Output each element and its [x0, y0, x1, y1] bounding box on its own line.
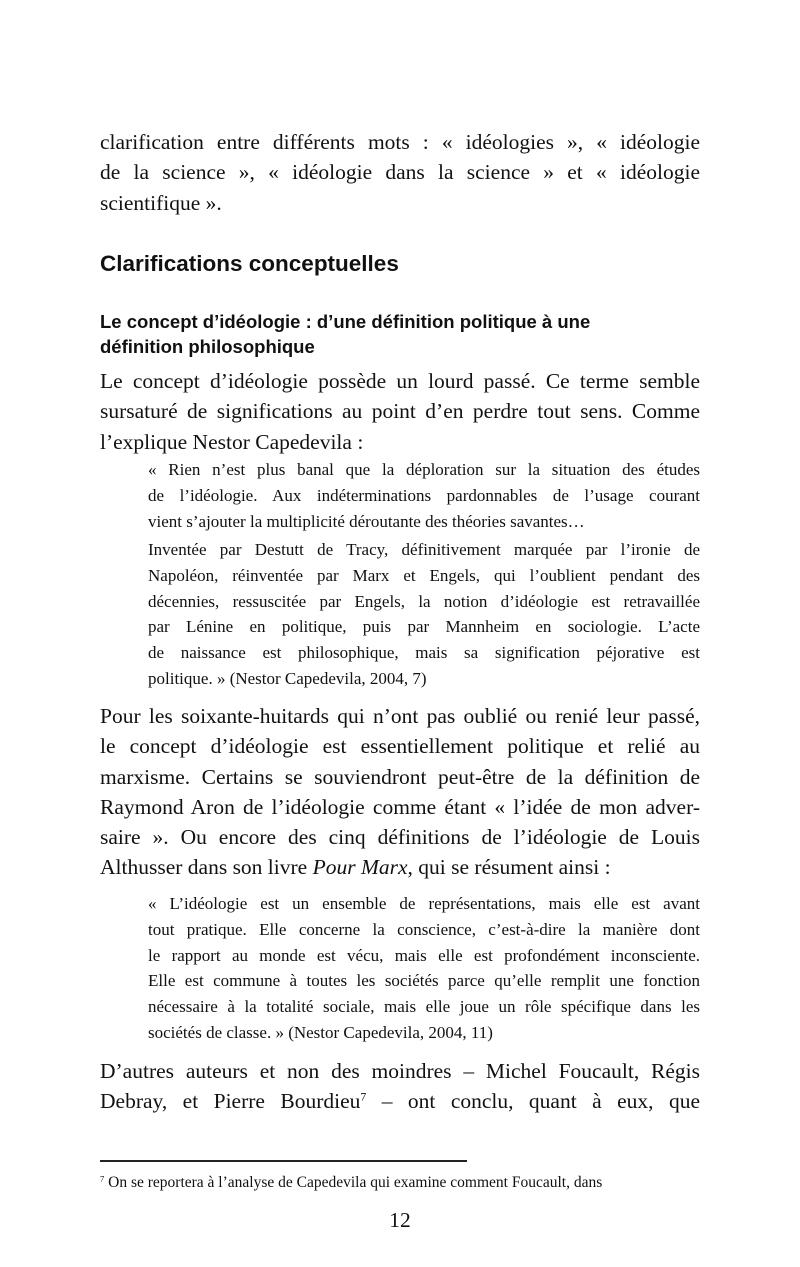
text-segment: Pour les soixante-huitards qui n’ont pas oublié ou renié leur passé, [100, 704, 700, 728]
text-segment: – ont conclu, quant à eux, que [366, 1089, 700, 1114]
subsection-heading-line: Le concept d’idéologie : d’une définition politique à une [100, 311, 591, 332]
text-segment: Le concept d’idéologie possède un lourd passé. Ce terme semble [100, 369, 700, 393]
text-line [148, 943, 700, 969]
text-line [100, 1086, 700, 1116]
text-line [148, 917, 700, 943]
text-line [148, 666, 700, 692]
text-line [100, 852, 700, 882]
text-segment: Debray, et Pierre Bourdieu [100, 1089, 361, 1114]
text-segment: « Rien n’est plus banal que la déploration sur la situation des études [148, 460, 700, 479]
text-line [100, 188, 700, 218]
text-segment: nécessaire à la totalité sociale, mais elle joue un rôle spécifique dans les [148, 997, 700, 1017]
text-segment: sociétés de classe. » (Nestor Capedevila, 2004, 11) [148, 1022, 493, 1042]
text-line [148, 1020, 700, 1046]
text-segment: Raymond Aron de l’idéologie comme étant « l’idée de mon adver- [100, 794, 700, 819]
text-segment: Napoléon, réinventée par Marx et Engels, qui l’oublient pendant des [148, 565, 700, 585]
text-line [100, 127, 700, 157]
subsection-heading-line: définition philosophique [100, 336, 315, 357]
text-line [148, 483, 700, 509]
text-line [148, 891, 700, 917]
text-line [148, 640, 700, 666]
text-segment: de la science », « idéologie dans la science » et « idéologie [100, 160, 700, 185]
footnote-reference: 7 [360, 1089, 367, 1104]
text-line [100, 157, 700, 187]
text-line [100, 792, 700, 822]
paragraph-soixante-huitards [100, 701, 700, 883]
text-segment: « L’idéologie est un ensemble de représentations, mais elle est avant [148, 894, 700, 913]
section-heading: Clarifications conceptuelles [100, 251, 399, 276]
text-segment: scientifique ». [100, 190, 222, 215]
text-line [100, 366, 700, 396]
text-line [100, 762, 700, 792]
text-line [100, 822, 700, 852]
text-segment: Althusser dans son livre [100, 855, 313, 880]
text-segment: sursaturé de significations au point d’en perdre tout sens. Comme [100, 399, 700, 424]
paragraph-autres-auteurs [100, 1056, 700, 1117]
text-line [148, 537, 700, 563]
text-line [148, 614, 700, 640]
book-title: Pour Marx [312, 855, 408, 880]
block-quote-capedevila-1 [148, 457, 700, 534]
text-segment: Inventée par Destutt de Tracy, définitivement marquée par l’ironie de [148, 540, 700, 559]
text-segment: , qui se résument ainsi : [407, 855, 611, 880]
text-line [100, 1056, 700, 1086]
text-segment: tout pratique. Elle concerne la conscience, c’est-à-dire la manière dont [148, 919, 700, 939]
footnote-text: On se reportera à l’analyse de Capedevila qui examine comment Foucault, dans [104, 1174, 603, 1191]
block-quote-capedevila-2 [148, 537, 700, 692]
text-segment: politique. » (Nestor Capedevila, 2004, 7) [148, 668, 427, 688]
text-segment: Elle est commune à toutes les sociétés parce qu’elle remplit une fonction [148, 971, 700, 991]
block-quote-althusser [148, 891, 700, 1046]
text-segment: décennies, ressuscitée par Engels, la notion d’idéologie est retravaillée [148, 591, 700, 611]
text-segment: saire ». Ou encore des cinq définitions de l’idéologie de Louis [100, 825, 700, 850]
text-line [148, 968, 700, 994]
text-line [100, 396, 700, 426]
text-line [148, 509, 700, 535]
text-line [148, 457, 700, 483]
text-line [100, 427, 700, 457]
text-line [148, 589, 700, 615]
text-segment: clarification entre différents mots : « idéologies », « idéologie [100, 130, 700, 154]
text-line [148, 563, 700, 589]
footnote-separator [100, 1160, 467, 1162]
text-line [100, 731, 700, 761]
text-line [100, 701, 700, 731]
text-segment: le rapport au monde est vécu, mais elle est profondément inconsciente. [148, 945, 700, 965]
text-segment: de l’idéologie. Aux indéterminations pardonnables de l’usage courant [148, 485, 700, 505]
text-segment: marxisme. Certains se souviendront peut-être de la définition de [100, 764, 700, 789]
page-number: 12 [389, 1208, 411, 1232]
subsection-heading [100, 309, 700, 359]
text-segment: vient s’ajouter la multiplicité déroutante des théories savantes… [148, 511, 585, 531]
text-segment: de naissance est philosophique, mais sa signification péjorative est [148, 643, 700, 663]
paragraph-concept [100, 366, 700, 457]
text-segment: le concept d’idéologie est essentiellement politique et relié au [100, 734, 700, 759]
footnote [100, 1174, 700, 1192]
text-segment: par Lénine en politique, puis par Mannheim en sociologie. L’acte [148, 617, 700, 637]
paragraph-intro [100, 127, 700, 218]
footnote-mark: 7 [100, 1173, 105, 1184]
text-segment: l’explique Nestor Capedevila : [100, 429, 364, 454]
text-line [148, 994, 700, 1020]
text-segment: D’autres auteurs et non des moindres – Michel Foucault, Régis [100, 1059, 700, 1083]
